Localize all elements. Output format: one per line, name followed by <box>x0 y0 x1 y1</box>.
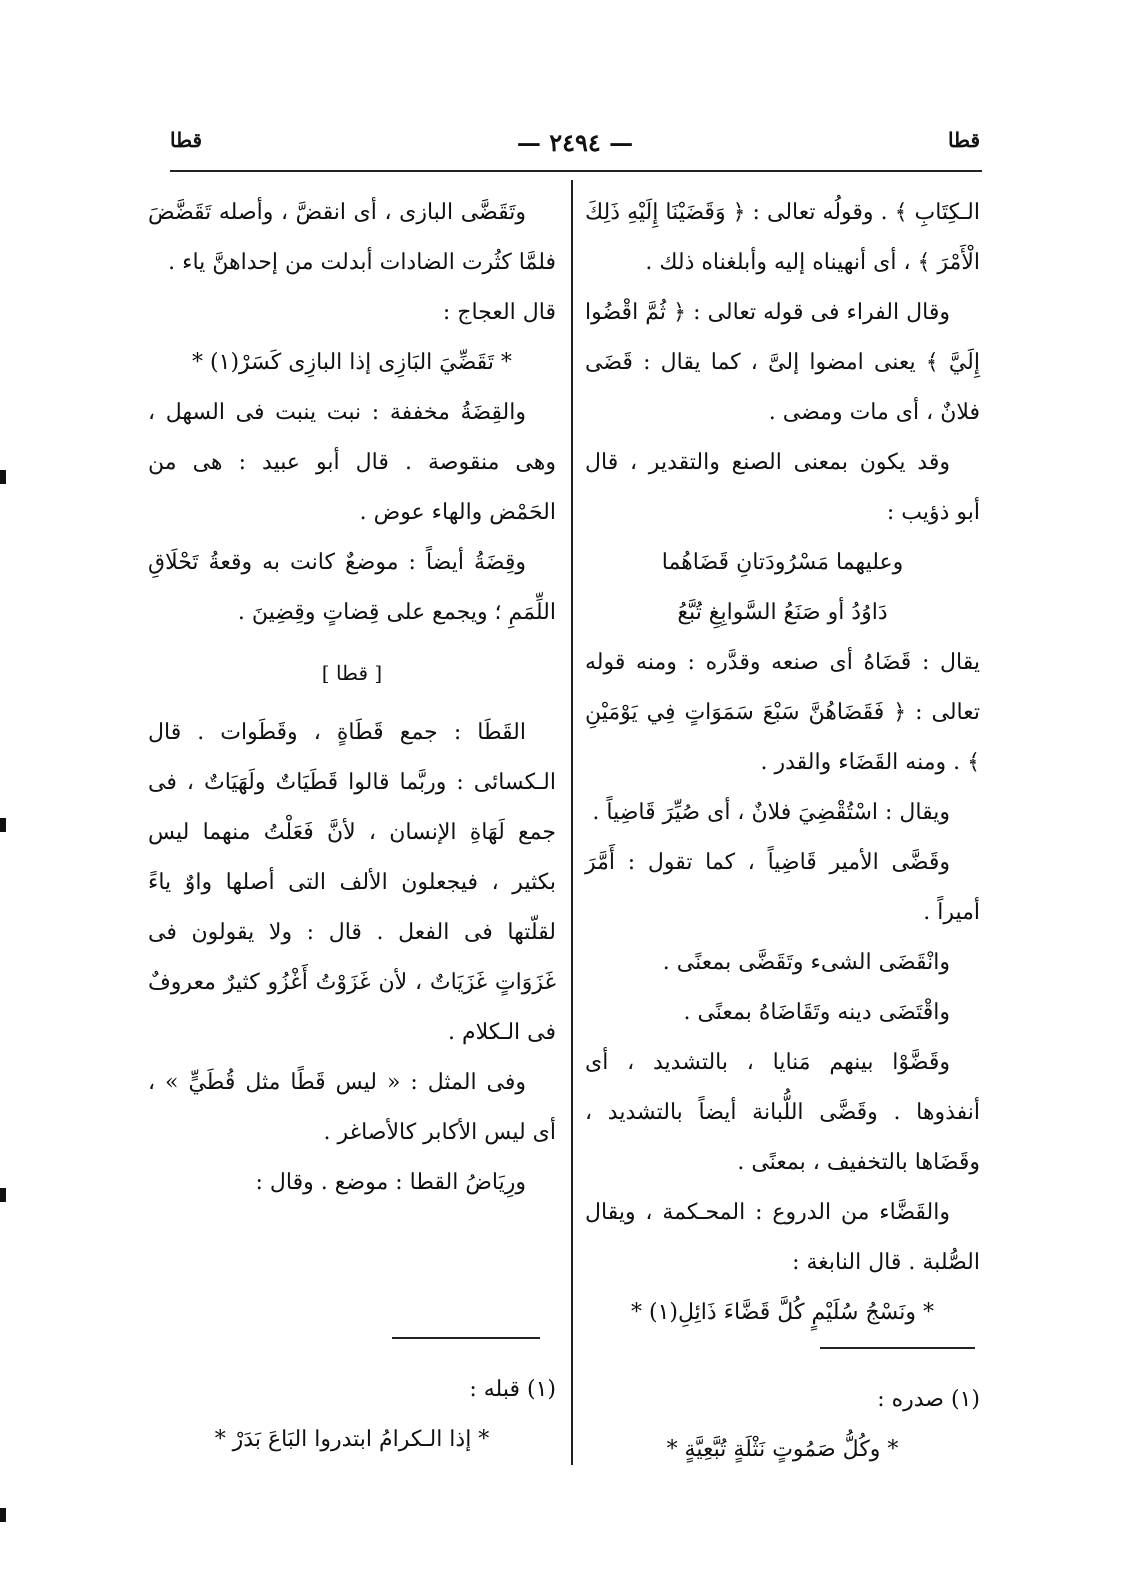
scan-mark <box>0 1188 6 1202</box>
paragraph: قال العجاج : <box>442 300 556 325</box>
column-divider <box>571 180 573 1465</box>
footnote-right <box>585 1375 980 1475</box>
paragraph: والقِضَةُ مخففة : نبت ينبت فى السهل ، وهى منقوصة . قال أبو عبيد : هى من الحَمْض والهاء عوض . <box>148 400 556 525</box>
scan-mark <box>0 470 6 484</box>
paragraph: وقَضَّوْا بينهم مَنايا ، بالتشديد ، أى أنفذوها . وقَضَّى اللُّبانة أيضاً بالتشديد ، وقَضَاها بالتخفيف ، بمعنًى . <box>585 1050 980 1175</box>
paragraph: ورِيَاضُ القطا : موضع . وقال : <box>255 1170 526 1195</box>
footnote-verse: * إذا الـكرامُ ابتدروا البَاعَ بَدَرْ * <box>214 1427 490 1452</box>
verse-line: * تَقَضِّيَ البَازِى إذا البازِى كَسَرْ(١) * <box>192 350 512 375</box>
footnote-left <box>148 1365 556 1465</box>
paragraph: واقْتَضَى دينه وتَقَاضَاهُ بمعنًى . <box>683 1000 950 1025</box>
paragraph: وقَضَّى الأمير قَاضِياً ، كما تقول : أَمَّرَ أميراً . <box>585 850 980 925</box>
paragraph: وفى المثل : « ليس قَطًا مثل قُطَيٍّ » ، أى ليس الأكابر كالأصاغر . <box>148 1070 556 1145</box>
paragraph: وانْقَضَى الشىء وتَقَضَّى بمعنًى . <box>662 950 950 975</box>
verse-line: دَاوُدُ أو صَنَعُ السَّوابِغِ تُبَّعُ <box>677 600 888 625</box>
header-rule <box>170 170 982 172</box>
footnote-rule <box>392 1337 540 1339</box>
section-heading: [ قطا ] <box>321 661 383 685</box>
footnote-label: (١) قبله : <box>469 1377 556 1402</box>
footnote-label: (١) صدره : <box>877 1387 980 1412</box>
paragraph: وقد يكون بمعنى الصنع والتقدير ، قال أبو ذؤيب : <box>585 450 980 525</box>
verse-line: وعليهما مَسْرُودَتانِ قَضَاهُما <box>661 550 904 575</box>
paragraph: الـكِتَابِ ﴾ . وقولُه تعالى : ﴿ وَقَضَيْنَا إِلَيْهِ ذَلِكَ الْأَمْرَ ﴾ ، أى أنهيناه إليه وأبلغناه ذلك . <box>585 200 980 275</box>
paragraph: القَطَا : جمع قَطَاةٍ ، وقَطَوات . قال الـكسائى : وربَّما قالوا قَطَيَاتٌ ولَهَيَاتٌ ، فى جمع لَهَاةِ الإنسان ، لأنَّ فَعَلْتُ منهما ليس بكثير ، فيجعلون الألف التى أصلها واوٌ ياءً لقلّتها فى الفعل . قال : ولا يقولون فى غَزَوَاتٍ غَزَيَاتٌ ، لأن غَزَوْتُ أَغْزُو كثيرٌ معروفٌ فى الـكلام . <box>148 720 556 1045</box>
paragraph: ويقال : اسْتُقْضِيَ فلانٌ ، أى صُيِّرَ قَاضِياً . <box>592 800 950 825</box>
paragraph: وقال الفراء فى قوله تعالى : ﴿ ثُمَّ اقْضُوا إِلَيَّ ﴾ يعنى امضوا إلىَّ ، كما يقال : قَضَى فلانٌ ، أى مات ومضى . <box>585 300 980 425</box>
verse-line: * ونَسْجُ سُلَيْمٍ كُلَّ قَضَّاءَ ذَائِلِ(١) * <box>631 1300 934 1325</box>
scan-mark <box>0 1508 6 1522</box>
paragraph: يقال : قَضَاهُ أى صنعه وقدَّره : ومنه قوله تعالى : ﴿ فَقَضَاهُنَّ سَبْعَ سَمَوَاتٍ فِي يَوْمَيْنِ ﴾ . ومنه القَضَاء والقدر . <box>585 650 980 775</box>
left-column <box>148 188 556 1208</box>
paragraph: والقَضَّاء من الدروع : المحـكمة ، ويقال الصُّلبة . قال النابغة : <box>585 1200 980 1275</box>
running-head-right: قطا <box>947 128 980 152</box>
paragraph: وقِضَةُ أيضاً : موضعٌ كانت به وقعةُ تَحْلَاقِ اللِّمَمِ ؛ ويجمع على قِضاتٍ وقِضِينَ . <box>148 550 556 625</box>
running-head-left: قطا <box>170 128 203 152</box>
paragraph: وتَقَضَّى البازى ، أى انقضَّ ، وأصله تَقَضَّضَ فلمَّا كثُرت الضادات أبدلت من إحداهنَّ ياء . <box>148 200 556 275</box>
footnote-rule <box>820 1347 975 1349</box>
page-header <box>170 128 980 168</box>
footnote-verse: * وكُلُّ صَمُوتٍ نَثْلَةٍ تُبَّعِيَّةٍ * <box>666 1437 899 1462</box>
page-number: — ٢٤٩٤ — <box>516 128 634 157</box>
scan-mark <box>0 818 6 832</box>
right-column <box>585 188 980 1338</box>
